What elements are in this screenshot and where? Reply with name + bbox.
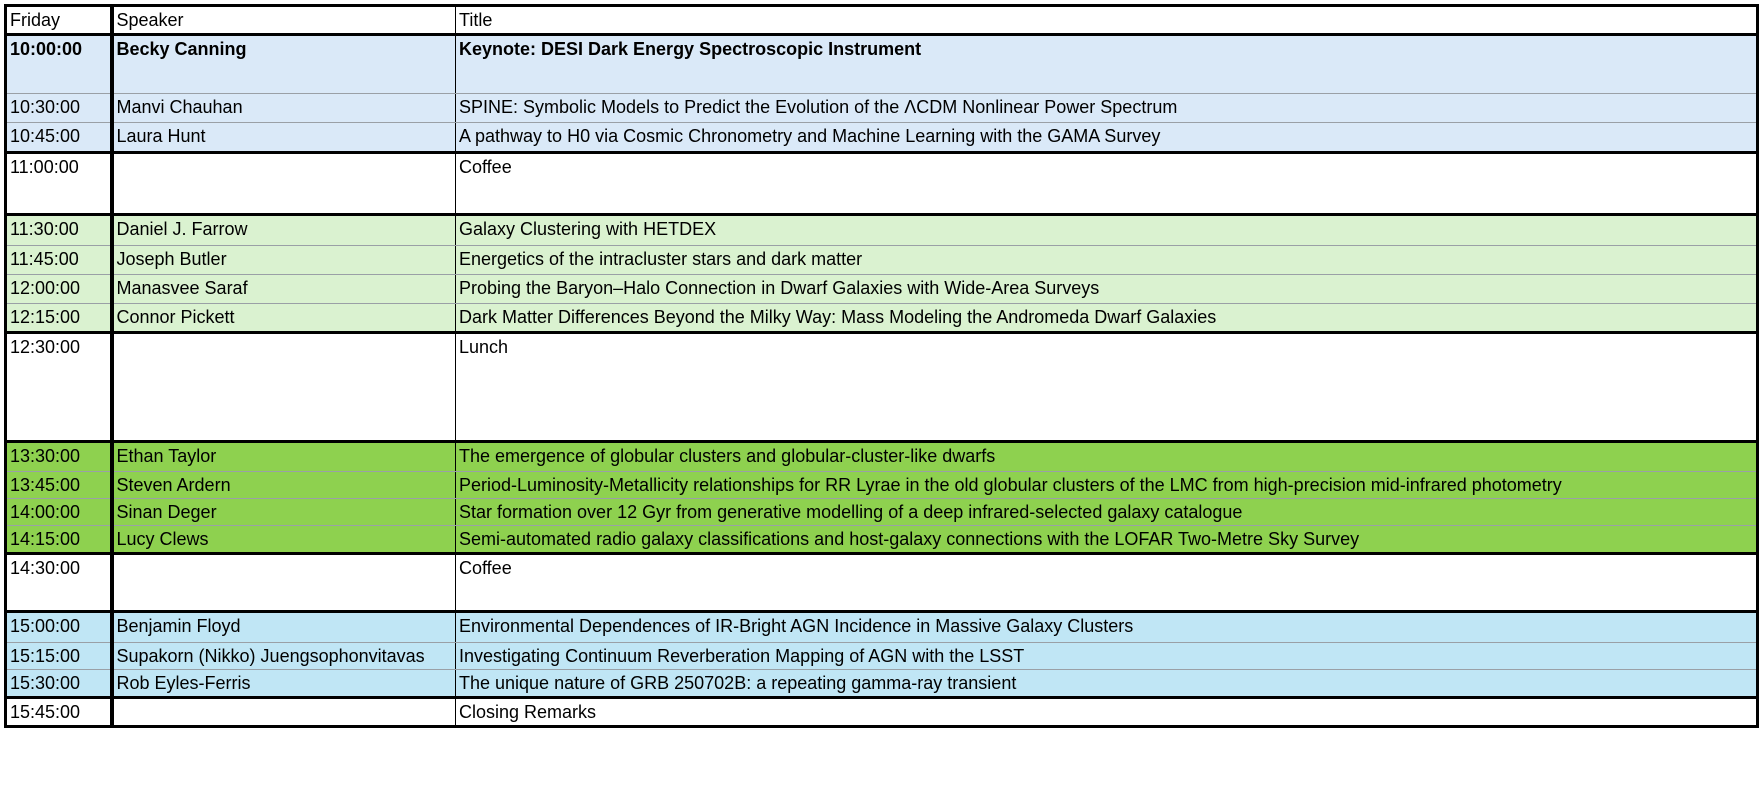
schedule-row: [6, 275, 1758, 304]
title-cell[interactable]: Environmental Dependences of IR-Bright AGN Incidence in Massive Galaxy Clusters: [456, 612, 1758, 643]
title-cell[interactable]: A pathway to H0 via Cosmic Chronometry and Machine Learning with the GAMA Survey: [456, 123, 1758, 153]
speaker-cell[interactable]: Ethan Taylor: [112, 442, 456, 472]
speaker-cell[interactable]: [112, 333, 456, 442]
title-cell[interactable]: Lunch: [456, 333, 1758, 442]
schedule-row: [6, 526, 1758, 554]
title-cell[interactable]: Galaxy Clustering with HETDEX: [456, 215, 1758, 246]
schedule-row: [6, 246, 1758, 275]
schedule-row: [6, 698, 1758, 727]
time-cell[interactable]: 10:45:00: [6, 123, 112, 153]
speaker-cell[interactable]: Becky Canning: [112, 35, 456, 94]
schedule-table: [4, 4, 1759, 728]
title-cell[interactable]: Energetics of the intracluster stars and dark matter: [456, 246, 1758, 275]
speaker-cell[interactable]: Rob Eyles-Ferris: [112, 670, 456, 698]
time-cell[interactable]: 15:15:00: [6, 643, 112, 670]
title-cell[interactable]: Probing the Baryon–Halo Connection in Dwarf Galaxies with Wide-Area Surveys: [456, 275, 1758, 304]
time-cell[interactable]: 11:00:00: [6, 153, 112, 215]
title-cell[interactable]: Keynote: DESI Dark Energy Spectroscopic Instrument: [456, 35, 1758, 94]
time-cell[interactable]: 11:45:00: [6, 246, 112, 275]
time-cell[interactable]: 13:45:00: [6, 472, 112, 499]
header-day[interactable]: Friday: [6, 6, 112, 35]
time-cell[interactable]: 15:30:00: [6, 670, 112, 698]
schedule-row: [6, 670, 1758, 698]
speaker-cell[interactable]: Daniel J. Farrow: [112, 215, 456, 246]
title-cell[interactable]: The emergence of globular clusters and globular-cluster-like dwarfs: [456, 442, 1758, 472]
title-cell[interactable]: Semi-automated radio galaxy classifications and host-galaxy connections with the LOFAR Two-Metre Sky Survey: [456, 526, 1758, 554]
schedule-row: [6, 94, 1758, 123]
title-cell[interactable]: Closing Remarks: [456, 698, 1758, 727]
time-cell[interactable]: 14:00:00: [6, 499, 112, 526]
time-cell[interactable]: 14:30:00: [6, 554, 112, 612]
speaker-cell[interactable]: Manasvee Saraf: [112, 275, 456, 304]
time-cell[interactable]: 10:30:00: [6, 94, 112, 123]
time-cell[interactable]: 14:15:00: [6, 526, 112, 554]
time-cell[interactable]: 10:00:00: [6, 35, 112, 94]
title-cell[interactable]: The unique nature of GRB 250702B: a repeating gamma-ray transient: [456, 670, 1758, 698]
title-cell[interactable]: Period-Luminosity-Metallicity relationships for RR Lyrae in the old globular clusters of the LMC from high-precision mid-infrared photometry: [456, 472, 1758, 499]
schedule-row: [6, 612, 1758, 643]
schedule-row: [6, 499, 1758, 526]
schedule-row: [6, 554, 1758, 612]
header-speaker[interactable]: Speaker: [112, 6, 456, 35]
time-cell[interactable]: 15:00:00: [6, 612, 112, 643]
speaker-cell[interactable]: Joseph Butler: [112, 246, 456, 275]
time-cell[interactable]: 12:00:00: [6, 275, 112, 304]
title-cell[interactable]: Coffee: [456, 153, 1758, 215]
title-cell[interactable]: Dark Matter Differences Beyond the Milky Way: Mass Modeling the Andromeda Dwarf Galaxies: [456, 304, 1758, 333]
time-cell[interactable]: 13:30:00: [6, 442, 112, 472]
speaker-cell[interactable]: Laura Hunt: [112, 123, 456, 153]
schedule-row: [6, 215, 1758, 246]
schedule-row: [6, 35, 1758, 94]
time-cell[interactable]: 11:30:00: [6, 215, 112, 246]
time-cell[interactable]: 15:45:00: [6, 698, 112, 727]
time-cell[interactable]: 12:30:00: [6, 333, 112, 442]
title-cell[interactable]: Star formation over 12 Gyr from generative modelling of a deep infrared-selected galaxy catalogue: [456, 499, 1758, 526]
speaker-cell[interactable]: Benjamin Floyd: [112, 612, 456, 643]
schedule-row: [6, 304, 1758, 333]
header-title[interactable]: Title: [456, 6, 1758, 35]
speaker-cell[interactable]: Connor Pickett: [112, 304, 456, 333]
speaker-cell[interactable]: [112, 554, 456, 612]
schedule-row: [6, 333, 1758, 442]
title-cell[interactable]: SPINE: Symbolic Models to Predict the Evolution of the ΛCDM Nonlinear Power Spectrum: [456, 94, 1758, 123]
speaker-cell[interactable]: Supakorn (Nikko) Juengsophonvitavas: [112, 643, 456, 670]
title-cell[interactable]: Coffee: [456, 554, 1758, 612]
speaker-cell[interactable]: [112, 698, 456, 727]
speaker-cell[interactable]: Manvi Chauhan: [112, 94, 456, 123]
speaker-cell[interactable]: [112, 153, 456, 215]
schedule-body: [6, 6, 1758, 727]
schedule-row: [6, 442, 1758, 472]
schedule-row: [6, 153, 1758, 215]
title-cell[interactable]: Investigating Continuum Reverberation Mapping of AGN with the LSST: [456, 643, 1758, 670]
schedule-row: [6, 123, 1758, 153]
header-row: [6, 6, 1758, 35]
schedule-row: [6, 643, 1758, 670]
time-cell[interactable]: 12:15:00: [6, 304, 112, 333]
schedule-sheet: [4, 4, 1756, 728]
schedule-row: [6, 472, 1758, 499]
speaker-cell[interactable]: Lucy Clews: [112, 526, 456, 554]
speaker-cell[interactable]: Sinan Deger: [112, 499, 456, 526]
speaker-cell[interactable]: Steven Ardern: [112, 472, 456, 499]
